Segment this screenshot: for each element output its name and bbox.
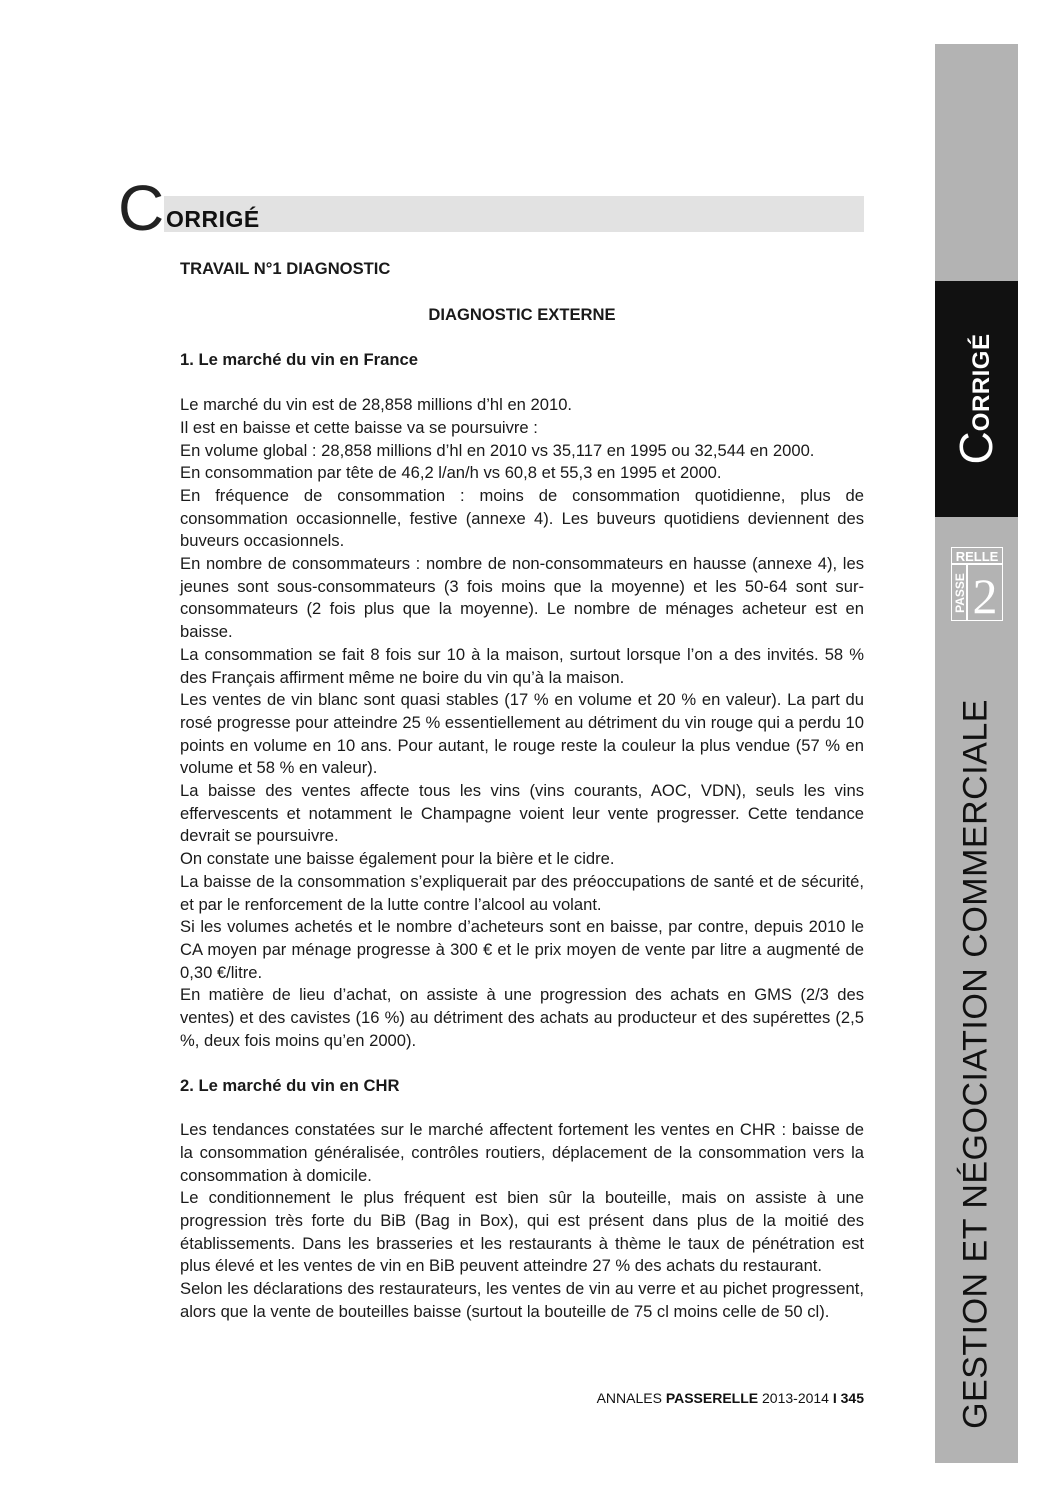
logo-side-text: PASSE: [953, 573, 967, 613]
passerelle-logo: [951, 547, 1003, 621]
section-title: TRAVAIL N°1 DIAGNOSTIC: [180, 259, 391, 278]
footer-prefix: ANNALES: [596, 1390, 666, 1406]
part2-heading: 2. Le marché du vin en CHR: [180, 1075, 400, 1095]
paragraph: En nombre de consommateurs : nombre de non-consommateurs en hausse (annexe 4), les jeunes sont sous-consommateurs (3 fois moins que la moyenne) et les 50-64 sont sur-consommateurs (2 fois plus que la moyenne). Le nombre de ménages acheteur est en baisse.: [180, 554, 864, 642]
subtitle: DIAGNOSTIC EXTERNE: [428, 304, 616, 324]
paragraph: Il est en baisse et cette baisse va se poursuivre :: [180, 417, 538, 437]
paragraph: La baisse de la consommation s’expliquerait par des préoccupations de santé et de sécurité, et par le renforcement de la lutte contre l’alcool au volant.: [180, 871, 864, 914]
page-footer: [520, 1390, 864, 1406]
logo-top-text: RELLE: [955, 549, 999, 564]
section-tab-label: [950, 333, 1002, 465]
footer-brand: PASSERELLE: [665, 1390, 759, 1406]
header-initial: C: [118, 172, 165, 244]
logo-number: 2: [972, 568, 998, 621]
section-tab-text: ORRIGÉ: [968, 333, 995, 432]
paragraph: Les tendances constatées sur le marché affectent fortement les ventes en CHR : baisse de la consommation généralisée, contrôles routiers, déplacement de la consommation vers la consommation à domicile.: [180, 1120, 864, 1185]
paragraph: On constate une baisse également pour la bière et le cidre.: [180, 849, 615, 869]
paragraph: Le conditionnement le plus fréquent est bien sûr la bouteille, mais on assiste à une progression très forte du BiB (Bag in Box), qui est présent dans plus de la moitié des établissements. Dans les brasseries et les restaurants à thème le taux de pénétration est plus élevé et les ventes de vin en BiB peuvent atteindre 27 % des achats du restaurant.: [180, 1188, 864, 1276]
page-header: [118, 172, 864, 244]
paragraph: Si les volumes achetés et le nombre d’acheteurs sont en baisse, par contre, depuis 2010 le CA moyen par ménage progresse à 300 € et le prix moyen de vente par litre a augmenté de 0,30 €/litre.: [180, 917, 864, 982]
footer-years: 2013-2014: [758, 1390, 833, 1406]
main-content: [180, 258, 864, 1324]
paragraph: En consommation par tête de 46,2 l/an/h vs 60,8 et 55,3 en 1995 et 2000.: [180, 463, 722, 483]
right-sidebar: [935, 44, 1018, 1463]
paragraph: La consommation se fait 8 fois sur 10 à la maison, surtout lorsque l’on a des invités. 58 % des Français affirment même ne boire du vin qu’à la maison.: [180, 644, 864, 687]
page-number: 345: [840, 1390, 864, 1406]
paragraph: Les ventes de vin blanc sont quasi stables (17 % en volume et 20 % en valeur). La part du rosé progresse pour atteindre 25 % essentiellement au détriment du vin rouge qui a perdu 10 points en volume en 10 ans. Pour autant, le rouge reste la couleur la plus vendue (57 % en volume et 58 % en valeur).: [180, 690, 864, 778]
paragraph: La baisse des ventes affecte tous les vins (vins courants, AOC, VDN), seuls les vins effervescents et notamment le Champagne voient leur vente progresser. Cette tendance devrait se poursuivre.: [180, 781, 864, 846]
paragraph: En volume global : 28,858 millions d’hl en 2010 vs 35,117 en 1995 ou 32,544 en 2000.: [180, 440, 815, 460]
paragraph: Selon les déclarations des restaurateurs, les ventes de vin au verre et au pichet progressent, alors que la vente de bouteilles baisse (surtout la bouteille de 75 cl moins celle de 50 cl).: [180, 1279, 864, 1321]
section-tab: [935, 281, 1018, 517]
paragraph: En fréquence de consommation : moins de consommation quotidienne, plus de consommation occasionnelle, festive (annexe 4). Les buveurs quotidiens deviennent des buveurs occasionnels.: [180, 485, 864, 551]
paragraph: En matière de lieu d’achat, on assiste à une progression des achats en GMS (2/3 des ventes) et des cavistes (16 %) au détriment des achats au producteur et des supérettes (2,5 %, deux fois moins qu’en 2000).: [180, 985, 864, 1050]
sidebar-title: GESTION ET NÉGOCIATION COMMERCIALE: [956, 699, 995, 1429]
paragraph: Le marché du vin est de 28,858 millions d’hl en 2010.: [180, 395, 573, 415]
footer-separator: I: [832, 1390, 841, 1406]
header-band: [164, 196, 864, 232]
section-tab-initial: C: [950, 431, 1002, 465]
part1-heading: 1. Le marché du vin en France: [180, 350, 418, 370]
header-title: ORRIGÉ: [166, 206, 260, 232]
